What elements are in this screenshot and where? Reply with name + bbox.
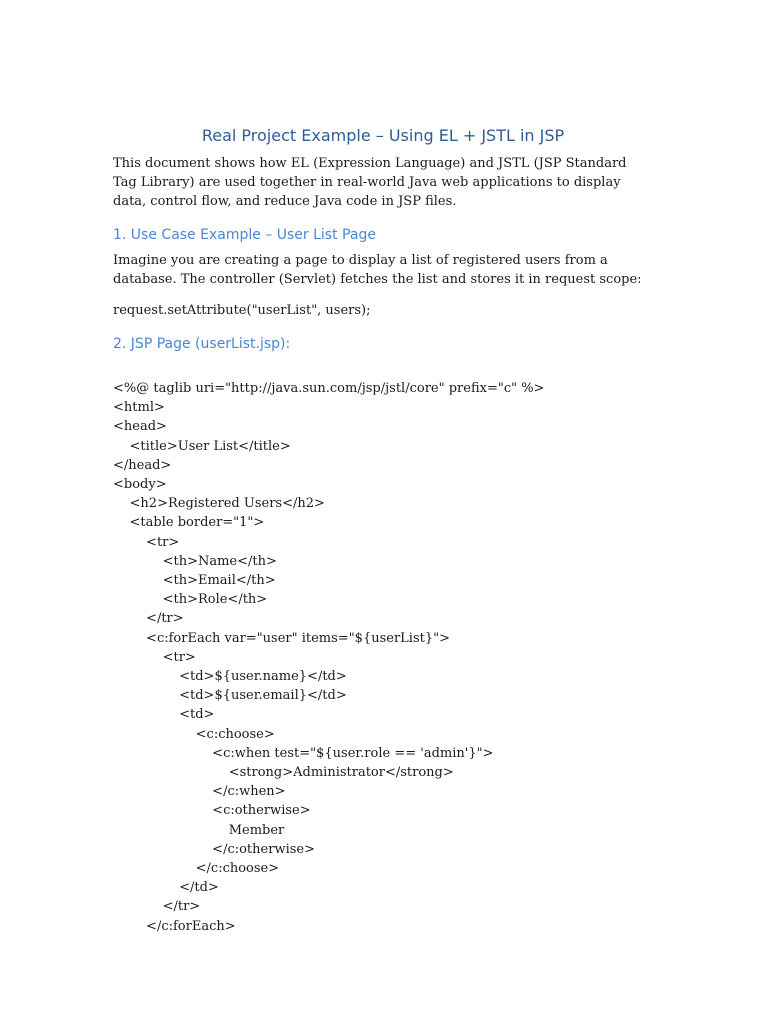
code-line: <strong>Administrator</strong> <box>113 765 454 781</box>
spacer <box>113 360 653 379</box>
code-line: <c:choose> <box>113 726 275 742</box>
code-line: Member <box>113 822 285 838</box>
code-line: <th>Email</th> <box>113 573 276 589</box>
code-line: </tr> <box>113 899 201 915</box>
intro-paragraph: This document shows how EL (Expression Language) and JSTL (JSP Standard Tag Library) are used together in real-world Java web applications to display data, control flow, and reduce Java code in JSP files. <box>113 156 627 209</box>
code-line: <tr> <box>113 534 180 550</box>
section-2-heading: 2. JSP Page (userList.jsp): <box>113 336 291 352</box>
code-line: <tr> <box>113 649 196 665</box>
code-line: </c:forEach> <box>113 918 236 934</box>
code-line: </head> <box>113 457 172 473</box>
code-line: <title>User List</title> <box>113 438 291 454</box>
code-line: <th>Name</th> <box>113 553 277 569</box>
section-1-paragraph: Imagine you are creating a page to display a list of registered users from a database. The controller (Servlet) fetches the list and stores it in request scope: <box>113 253 642 287</box>
code-line: <td>${user.email}</td> <box>113 688 347 704</box>
code-line: <table border="1"> <box>113 515 265 531</box>
code-line: <c:when test="${user.role == 'admin'}"> <box>113 745 494 761</box>
section-1-heading: 1. Use Case Example – User List Page <box>113 227 376 243</box>
code-line: <td>${user.name}</td> <box>113 669 347 685</box>
code-line: </c:choose> <box>113 861 280 877</box>
document-content <box>113 124 653 936</box>
code-line: <body> <box>113 477 167 493</box>
code-line: <html> <box>113 400 165 416</box>
document-title: Real Project Example – Using EL + JSTL in JSP <box>201 126 565 145</box>
code-line: <head> <box>113 419 167 435</box>
code-line: <c:otherwise> <box>113 803 311 819</box>
code-line: <td> <box>113 707 215 723</box>
code-line: <h2>Registered Users</h2> <box>113 496 325 512</box>
code-line: </td> <box>113 880 219 896</box>
section-1-code: request.setAttribute("userList", users); <box>113 303 371 318</box>
code-line: </c:when> <box>113 784 286 800</box>
code-line: </c:otherwise> <box>113 841 315 857</box>
jsp-code-block <box>113 379 653 936</box>
code-line: <th>Role</th> <box>113 592 268 608</box>
spacer <box>113 289 653 301</box>
code-line: <%@ taglib uri="http://java.sun.com/jsp/jstl/core" prefix="c" %> <box>113 381 545 396</box>
code-line: </tr> <box>113 611 184 627</box>
code-line: <c:forEach var="user" items="${userList}"> <box>113 630 451 646</box>
